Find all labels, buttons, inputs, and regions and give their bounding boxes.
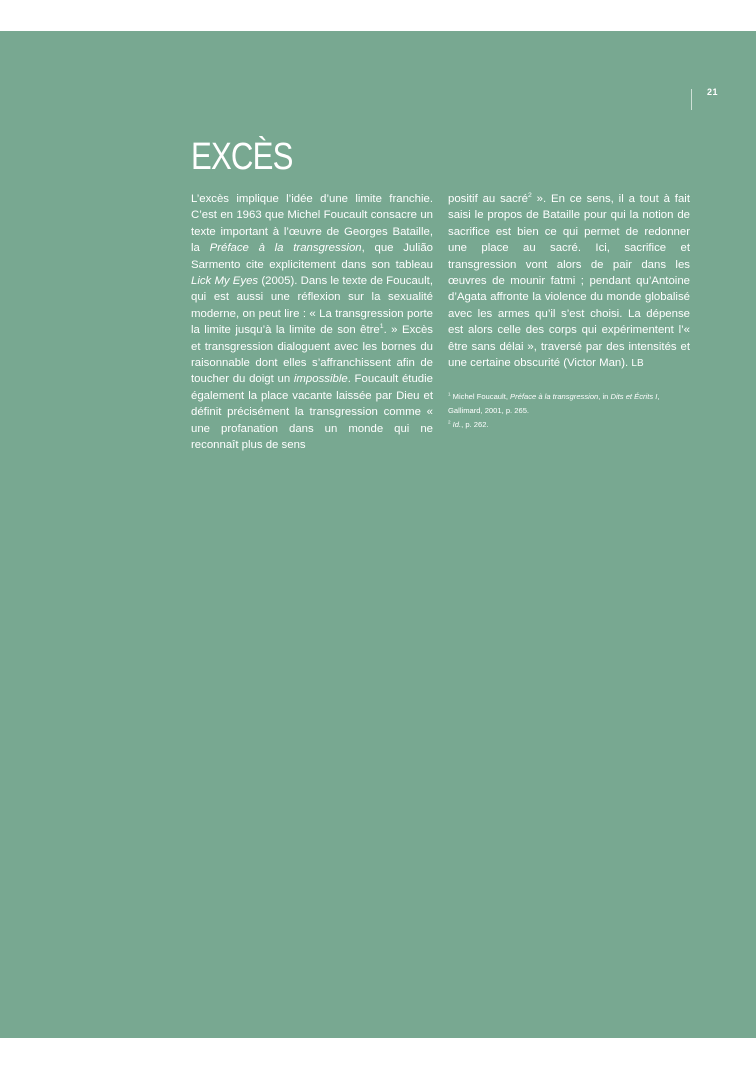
- page-number: 21: [707, 87, 719, 97]
- author-initials: LB: [631, 358, 644, 370]
- text-run: L’excès implique l’idée d’une limite franchie. C’est en 1963 que Michel Foucault consacre un texte important à l’œuvre de Georges Bataille, la: [191, 193, 433, 255]
- text-run: positif au sacré: [448, 193, 528, 205]
- italic-title: Lick My Eyes: [191, 275, 259, 288]
- italic-title: Dits et Écrits I: [610, 392, 658, 402]
- body-paragraph-left: [191, 191, 433, 454]
- italic-title: Préface à la transgression: [209, 242, 362, 255]
- italic-title: Préface à la transgression: [510, 392, 599, 402]
- footnote-number: 1: [448, 391, 451, 397]
- text-run: Michel Foucault,: [450, 392, 511, 402]
- footnote-ref: 1: [379, 323, 384, 331]
- text-run: , Gallimard, 2001, p. 265.: [448, 392, 660, 416]
- footnote-number: 2: [448, 419, 451, 425]
- text-run: , que Julião Sarmento cite explicitement dans son tableau: [191, 242, 433, 271]
- page: [0, 31, 756, 1038]
- text-run: . Foucault étudie également la place vacante laissée par Dieu et définit précisément la transgression comme « une profanation dans un monde qui ne reconnaît plus de sens: [191, 373, 433, 452]
- body-paragraph-right: [448, 191, 690, 372]
- text-run: , in: [598, 392, 611, 402]
- footnote: [448, 418, 690, 432]
- text-run: ». En ce sens, il a tout à fait saisi le propos de Bataille pour qui la notion de sacrifice est bien ce qui permet de redonner une place au sacré. Ici, sacrifice et transgression vont alors de pair dans les œuvres de mounir fatmi ; pendant qu’Antoine d’Agata affronte la violence du monde globalisé avec les armes qu’il s’est choisi. La dépense est alors celle des corps qui expérimentent l’« être sans délai », traversé par des intensités et une certaine obscurité (Victor Man).: [448, 193, 690, 370]
- italic-word: impossible: [293, 373, 348, 386]
- text-run: , p. 262.: [461, 420, 489, 430]
- footnote-ref: 2: [527, 192, 532, 200]
- text-run: . » Excès et transgression dialoguent avec les bornes du raisonnable dont elles s’affranchissent afin de toucher du doigt un: [191, 324, 433, 386]
- page-number-rule: [691, 89, 692, 110]
- footnote: [448, 390, 690, 418]
- text-column-left: [191, 191, 433, 454]
- page-title: EXCÈS: [191, 136, 293, 178]
- text-run: (2005). Dans le texte de Foucault, qui est aussi une réflexion sur la sexualité moderne, on peut lire : « La transgression porte la limite jusqu’à la limite de son être: [191, 275, 433, 337]
- italic-title: Id.: [452, 420, 462, 430]
- text-column-right: [448, 191, 690, 432]
- footnotes: [448, 390, 690, 432]
